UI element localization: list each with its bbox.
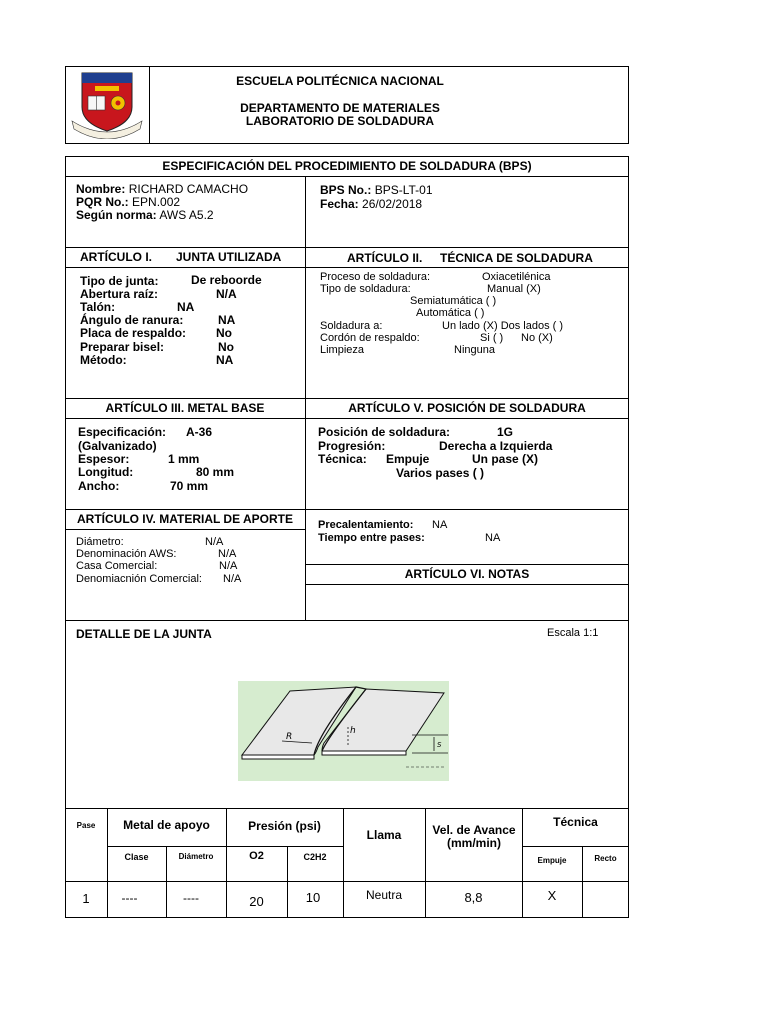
sold-a-value: Un lado (X) Dos lados ( ): [442, 320, 564, 332]
denominacion-aws-label: Denominación AWS:: [76, 548, 177, 560]
limpieza-value: Ninguna: [454, 344, 495, 356]
limpieza-label: Limpieza: [320, 344, 365, 356]
tecnica-label: Técnica:: [318, 452, 367, 466]
fecha-value: 26/02/2018: [362, 197, 423, 211]
th-pase: Pase: [76, 821, 96, 830]
casa-comercial-label: Casa Comercial:: [76, 560, 158, 572]
th-c2h2: C2H2: [303, 852, 327, 862]
art3-title: ARTÍCULO III. METAL BASE: [105, 401, 265, 415]
posicion-label: Posición de soldadura:: [318, 425, 451, 439]
cell-o2: 20: [249, 894, 264, 909]
tiempo-value: NA: [485, 532, 501, 544]
fecha-field: [320, 198, 422, 210]
lab-name: LABORATORIO DE SOLDADURA: [245, 114, 435, 128]
ancho-value: 70 mm: [170, 479, 209, 493]
precal-value: NA: [432, 519, 448, 531]
nombre-field: [76, 183, 248, 195]
precal-label: Precalentamiento:: [318, 519, 414, 531]
bisel-label: Preparar bisel:: [80, 340, 165, 354]
casa-comercial-value: N/A: [219, 560, 238, 572]
cell-pase: 1: [82, 891, 90, 906]
cordon-label: Cordón de respaldo:: [320, 332, 420, 344]
table-col: [343, 808, 344, 918]
art1-title: JUNTA UTILIZADA: [176, 250, 282, 264]
proceso-label: Proceso de soldadura:: [320, 271, 431, 283]
metodo-label: Método:: [80, 353, 127, 367]
denom-comercial-label: Denomiacnión Comercial:: [76, 573, 202, 585]
school-logo: [70, 69, 144, 139]
art2-num: ARTÍCULO II.: [347, 251, 423, 265]
placa-value: No: [216, 326, 232, 340]
fig-label-r: R: [286, 732, 293, 742]
posicion-value: 1G: [497, 425, 514, 439]
art1-num: ARTÍCULO I.: [80, 250, 152, 264]
th-clase: Clase: [124, 852, 149, 862]
rule: [65, 808, 629, 809]
semiautomatica: Semiatumática ( ): [410, 295, 497, 307]
rule: [305, 564, 629, 565]
bisel-value: No: [218, 340, 234, 354]
tipo-sold-label: Tipo de soldadura:: [320, 283, 411, 295]
art6-title: ARTÍCULO VI. NOTAS: [404, 567, 530, 581]
metodo-value: NA: [216, 353, 234, 367]
talon-value: NA: [177, 300, 195, 314]
art4-title: ARTÍCULO IV. MATERIAL DE APORTE: [76, 512, 293, 526]
denominacion-aws-value: N/A: [218, 548, 237, 560]
angulo-value: NA: [218, 313, 236, 327]
fig-label-s: S: [437, 741, 442, 749]
progresion-value: Derecha a Izquierda: [439, 439, 553, 453]
rule: [305, 584, 629, 585]
th-presion: Presión (psi): [248, 819, 321, 833]
cell-llama: Neutra: [365, 888, 403, 902]
rule: [107, 846, 343, 847]
longitud-value: 80 mm: [196, 465, 235, 479]
cordon-no: No (X): [521, 332, 553, 344]
art2-title: TÉCNICA DE SOLDADURA: [440, 251, 593, 265]
rule: [65, 620, 629, 621]
tecnica-un-pase: Un pase (X): [472, 452, 539, 466]
document-title: ESPECIFICACIÓN DEL PROCEDIMIENTO DE SOLDADURA (BPS): [162, 159, 532, 173]
espec-value: A-36: [186, 425, 213, 439]
abertura-label: Abertura raíz:: [80, 287, 159, 301]
th-tecnica: Técnica: [553, 815, 598, 829]
art5-title: ARTÍCULO V. POSICIÓN DE SOLDADURA: [348, 401, 586, 415]
cell-empuje: X: [547, 888, 557, 903]
bps-label: BPS No.:: [320, 183, 372, 197]
joint-diagram: [238, 681, 449, 781]
department-name: DEPARTAMENTO DE MATERIALES: [240, 101, 440, 115]
th-llama: Llama: [366, 828, 402, 842]
rule: [65, 881, 629, 882]
talon-label: Talón:: [80, 300, 116, 314]
automatica: Automática ( ): [416, 307, 485, 319]
rule: [65, 267, 629, 268]
rule: [65, 247, 629, 248]
tecnica-varios-pases: Varios pases ( ): [396, 466, 485, 480]
rule: [65, 418, 629, 419]
rule: [65, 398, 629, 399]
tecnica-empuje: Empuje: [386, 452, 430, 466]
th-empuje: Empuje: [537, 856, 567, 865]
ancho-label: Ancho:: [78, 479, 120, 493]
proceso-value: Oxiacetilénica: [482, 271, 551, 283]
norma-label: Según norma:: [76, 208, 157, 222]
norma-field: [76, 209, 214, 221]
sold-a-label: Soldadura a:: [320, 320, 383, 332]
th-metal-apoyo: Metal de apoyo: [123, 818, 210, 832]
angulo-label: Ángulo de ranura:: [80, 313, 184, 327]
cell-diametro: ----: [183, 891, 199, 905]
fecha-label: Fecha:: [320, 197, 359, 211]
tipo-junta-value: De reboorde: [191, 273, 262, 287]
pqr-value: EPN.002: [132, 195, 181, 209]
column-divider: [305, 176, 306, 620]
nombre-value: RICHARD CAMACHO: [128, 182, 249, 196]
pqr-field: [76, 196, 180, 208]
pqr-label: PQR No.:: [76, 195, 129, 209]
rule: [65, 529, 305, 530]
cell-vel: 8,8: [464, 890, 483, 905]
fig-label-h: h: [350, 726, 356, 736]
placa-label: Placa de respaldo:: [80, 326, 187, 340]
diametro-value: N/A: [205, 536, 224, 548]
cordon-si: Si ( ): [480, 332, 504, 344]
espesor-value: 1 mm: [168, 452, 200, 466]
abertura-value: N/A: [216, 287, 237, 301]
diametro-label: Diámetro:: [76, 536, 124, 548]
detalle-title: DETALLE DE LA JUNTA: [76, 627, 212, 641]
espec-extra: (Galvanizado): [78, 439, 157, 453]
denom-comercial-value: N/A: [223, 573, 242, 585]
tipo-sold-value: Manual (X): [487, 283, 541, 295]
espec-label: Especificación:: [78, 425, 167, 439]
longitud-label: Longitud:: [78, 465, 134, 479]
th-diametro: Diámetro: [178, 852, 214, 861]
rule: [65, 509, 629, 510]
th-vel-avance: Vel. de Avance (mm/min): [432, 823, 516, 850]
nombre-label: Nombre:: [76, 182, 126, 196]
bps-value: BPS-LT-01: [374, 183, 433, 197]
norma-value: AWS A5.2: [159, 208, 214, 222]
progresion-label: Progresión:: [318, 439, 386, 453]
th-recto: Recto: [594, 854, 617, 863]
tiempo-label: Tiempo entre pases:: [318, 532, 425, 544]
rule: [522, 846, 629, 847]
cell-c2h2: 10: [305, 890, 321, 905]
tipo-junta-label: Tipo de junta:: [80, 274, 159, 288]
th-o2: O2: [249, 850, 264, 862]
rule: [65, 176, 629, 177]
escala-label: Escala 1:1: [547, 627, 599, 639]
cell-clase: ----: [121, 891, 138, 905]
bps-field: [320, 184, 433, 196]
school-name: ESCUELA POLITÉCNICA NACIONAL: [236, 74, 444, 88]
espesor-label: Espesor:: [78, 452, 130, 466]
